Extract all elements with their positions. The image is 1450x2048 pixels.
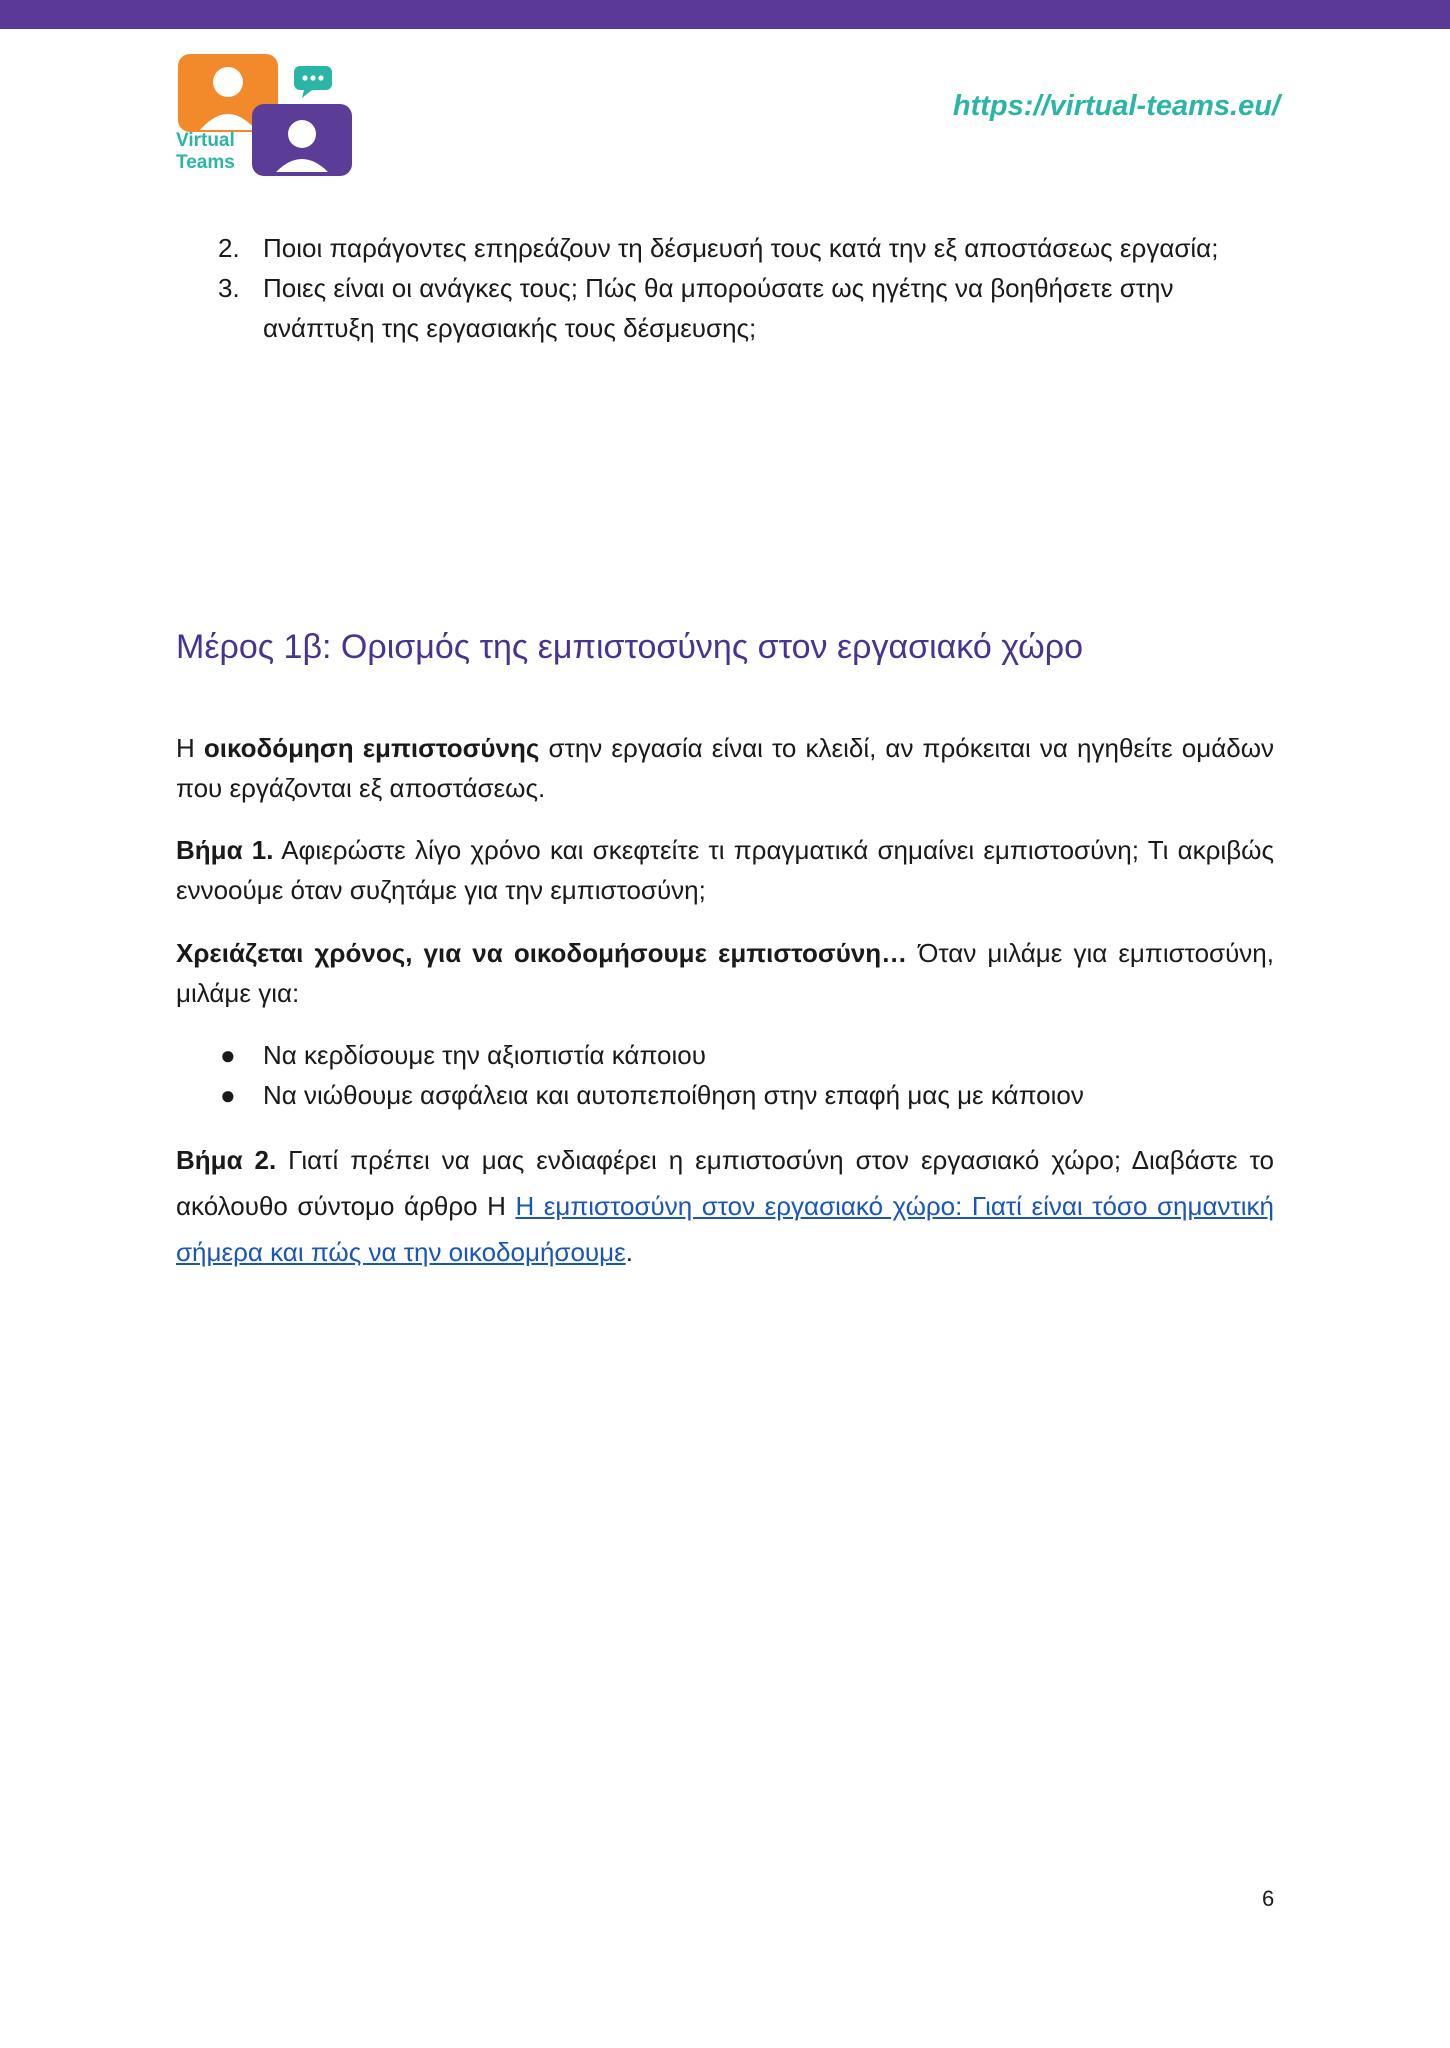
paragraph-step-2	[176, 1137, 1274, 1275]
list-item-text: Ποιες είναι οι ανάγκες τους; Πώς θα μπορούσατε ως ηγέτης να βοηθήσετε στην ανάπτυξη της εργασιακής τους δέσμευσης;	[263, 273, 1174, 343]
logo-word-teams: Teams	[176, 152, 235, 173]
para1-pre: Η	[176, 733, 204, 763]
list-item	[176, 268, 1274, 348]
list-item-text: Ποιοι παράγοντες επηρεάζουν τη δέσμευσή τους κατά την εξ αποστάσεως εργασία;	[263, 233, 1219, 263]
section-heading: Μέρος 1β: Ορισμός της εμπιστοσύνης στον εργασιακό χώρο	[176, 628, 1083, 666]
header-url-link[interactable]: https://virtual-teams.eu/	[952, 90, 1280, 122]
step-2-label: Βήμα 2.	[176, 1145, 277, 1175]
logo-word-virtual: Virtual	[176, 130, 235, 151]
top-color-bar	[0, 0, 1450, 29]
bullet-text: Να κερδίσουμε την αξιοπιστία κάποιου	[263, 1040, 706, 1070]
bullet-text: Να νιώθουμε ασφάλεια και αυτοπεποίθηση στην επαφή μας με κάποιον	[263, 1080, 1084, 1110]
list-number: 3.	[218, 273, 240, 303]
page-number: 6	[1262, 1886, 1275, 1911]
paragraph-step-1	[176, 830, 1274, 910]
bullet-icon: ●	[220, 1040, 236, 1070]
logo-wordmark	[176, 130, 235, 174]
list-item	[176, 1035, 1274, 1075]
article-link[interactable]: Η εμπιστοσύνη στον εργασιακό χώρο: Γιατί είναι τόσο σημαντική σήμερα και πώς να την οικοδομήσουμε	[176, 1191, 1275, 1267]
list-item	[176, 1075, 1274, 1115]
time-needed-text: Όταν μιλάμε για εμπιστοσύνη, μιλάμε για:	[176, 938, 1274, 1008]
bullet-icon: ●	[220, 1080, 236, 1110]
time-needed-bold: Χρειάζεται χρόνος, για να οικοδομήσουμε εμπιστοσύνη…	[176, 938, 908, 968]
step-1-text: Αφιερώστε λίγο χρόνο και σκεφτείτε τι πραγματικά σημαίνει εμπιστοσύνη; Τι ακριβώς εννοούμε όταν συζητάμε για την εμπιστοσύνη;	[176, 835, 1274, 905]
paragraph-trust-building	[176, 728, 1274, 808]
bullet-list	[176, 1035, 1274, 1115]
list-item	[176, 228, 1274, 268]
numbered-list	[176, 228, 1274, 348]
paragraph-time-needed	[176, 933, 1274, 1013]
para1-post: στην εργασία είναι το κλειδί, αν πρόκειται να ηγηθείτε ομάδων που εργάζονται εξ αποστάσεως.	[176, 733, 1274, 803]
list-number: 2.	[218, 233, 240, 263]
step-1-label: Βήμα 1.	[176, 835, 274, 865]
para1-bold: οικοδόμηση εμπιστοσύνης	[203, 733, 540, 763]
step-2-end: .	[625, 1237, 633, 1267]
step-2-text: Γιατί πρέπει να μας ενδιαφέρει η εμπιστοσύνη στον εργασιακό χώρο; Διαβάστε το ακόλουθο σύντομο άρθρο Η	[176, 1145, 1274, 1221]
virtual-teams-logo	[176, 52, 354, 180]
